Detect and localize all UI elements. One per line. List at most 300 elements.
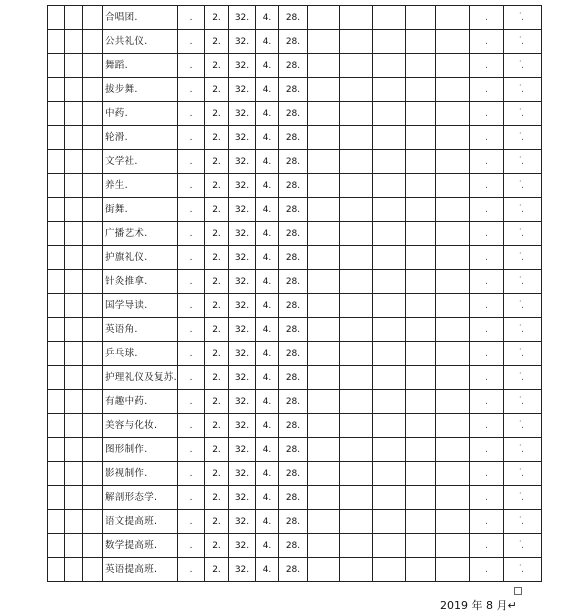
empty-cell[interactable] xyxy=(373,294,406,318)
value-cell-c4[interactable]: 4. xyxy=(256,414,279,438)
empty-cell[interactable] xyxy=(373,126,406,150)
value-cell-c3[interactable]: 32. xyxy=(229,366,256,390)
course-name-cell[interactable]: 拔步舞. xyxy=(103,78,178,102)
value-cell-c3[interactable]: 32. xyxy=(229,126,256,150)
value-cell-c3[interactable]: 32. xyxy=(229,342,256,366)
value-cell-c4[interactable]: 4. xyxy=(256,6,279,30)
value-cell-c2[interactable]: 2. xyxy=(205,198,229,222)
empty-cell[interactable] xyxy=(65,414,83,438)
trailing-mark-cell[interactable]: . xyxy=(470,510,504,534)
empty-cell[interactable] xyxy=(308,246,340,270)
empty-cell[interactable] xyxy=(65,6,83,30)
course-name-cell[interactable]: 针灸推拿. xyxy=(103,270,178,294)
value-cell-c5[interactable]: 28. xyxy=(279,30,308,54)
empty-cell[interactable] xyxy=(373,54,406,78)
value-cell-c2[interactable]: 2. xyxy=(205,462,229,486)
empty-cell[interactable] xyxy=(308,462,340,486)
empty-cell[interactable] xyxy=(83,366,103,390)
value-cell-c3[interactable]: 32. xyxy=(229,102,256,126)
value-cell-c4[interactable]: 4. xyxy=(256,318,279,342)
empty-cell[interactable] xyxy=(340,462,373,486)
empty-cell[interactable] xyxy=(406,222,436,246)
empty-cell[interactable] xyxy=(308,318,340,342)
empty-cell[interactable] xyxy=(373,102,406,126)
empty-cell[interactable] xyxy=(65,438,83,462)
value-cell-c2[interactable]: 2. xyxy=(205,366,229,390)
empty-cell[interactable] xyxy=(308,294,340,318)
trailing-mark-cell[interactable]: . xyxy=(504,366,542,390)
empty-cell[interactable] xyxy=(308,126,340,150)
empty-cell[interactable] xyxy=(406,102,436,126)
empty-cell[interactable] xyxy=(373,150,406,174)
value-cell-c4[interactable]: 4. xyxy=(256,270,279,294)
empty-cell[interactable] xyxy=(406,246,436,270)
value-cell-c2[interactable]: 2. xyxy=(205,6,229,30)
empty-cell[interactable] xyxy=(65,222,83,246)
empty-cell[interactable] xyxy=(340,558,373,582)
trailing-mark-cell[interactable]: . xyxy=(504,222,542,246)
empty-cell[interactable] xyxy=(436,6,470,30)
empty-cell[interactable] xyxy=(373,222,406,246)
empty-cell[interactable] xyxy=(65,486,83,510)
empty-cell[interactable] xyxy=(436,222,470,246)
empty-cell[interactable] xyxy=(406,198,436,222)
empty-cell[interactable] xyxy=(83,414,103,438)
empty-cell[interactable] xyxy=(48,414,65,438)
empty-cell[interactable] xyxy=(436,54,470,78)
empty-cell[interactable] xyxy=(406,438,436,462)
empty-cell[interactable] xyxy=(340,222,373,246)
empty-cell[interactable] xyxy=(83,462,103,486)
empty-cell[interactable] xyxy=(373,246,406,270)
empty-cell[interactable] xyxy=(48,438,65,462)
empty-cell[interactable] xyxy=(65,270,83,294)
value-cell-c2[interactable]: 2. xyxy=(205,414,229,438)
value-cell-c3[interactable]: 32. xyxy=(229,486,256,510)
empty-cell[interactable] xyxy=(308,102,340,126)
value-cell-c2[interactable]: 2. xyxy=(205,486,229,510)
empty-cell[interactable] xyxy=(48,510,65,534)
value-cell-c5[interactable]: 28. xyxy=(279,414,308,438)
empty-cell[interactable] xyxy=(83,126,103,150)
value-cell-c1[interactable]: . xyxy=(178,366,205,390)
empty-cell[interactable] xyxy=(65,246,83,270)
empty-cell[interactable] xyxy=(340,78,373,102)
empty-cell[interactable] xyxy=(65,198,83,222)
empty-cell[interactable] xyxy=(65,150,83,174)
empty-cell[interactable] xyxy=(48,534,65,558)
value-cell-c5[interactable]: 28. xyxy=(279,78,308,102)
trailing-mark-cell[interactable]: . xyxy=(504,102,542,126)
value-cell-c4[interactable]: 4. xyxy=(256,390,279,414)
value-cell-c2[interactable]: 2. xyxy=(205,390,229,414)
value-cell-c2[interactable]: 2. xyxy=(205,126,229,150)
empty-cell[interactable] xyxy=(340,318,373,342)
empty-cell[interactable] xyxy=(406,270,436,294)
empty-cell[interactable] xyxy=(436,390,470,414)
value-cell-c1[interactable]: . xyxy=(178,270,205,294)
empty-cell[interactable] xyxy=(436,246,470,270)
trailing-mark-cell[interactable]: . xyxy=(470,390,504,414)
empty-cell[interactable] xyxy=(308,342,340,366)
empty-cell[interactable] xyxy=(48,198,65,222)
empty-cell[interactable] xyxy=(406,150,436,174)
trailing-mark-cell[interactable]: . xyxy=(470,534,504,558)
value-cell-c2[interactable]: 2. xyxy=(205,558,229,582)
trailing-mark-cell[interactable]: . xyxy=(504,534,542,558)
value-cell-c4[interactable]: 4. xyxy=(256,174,279,198)
value-cell-c3[interactable]: 32. xyxy=(229,270,256,294)
trailing-mark-cell[interactable]: . xyxy=(504,414,542,438)
empty-cell[interactable] xyxy=(436,318,470,342)
value-cell-c2[interactable]: 2. xyxy=(205,30,229,54)
empty-cell[interactable] xyxy=(373,198,406,222)
trailing-mark-cell[interactable]: . xyxy=(504,294,542,318)
empty-cell[interactable] xyxy=(65,366,83,390)
trailing-mark-cell[interactable]: . xyxy=(504,558,542,582)
value-cell-c2[interactable]: 2. xyxy=(205,246,229,270)
value-cell-c2[interactable]: 2. xyxy=(205,294,229,318)
trailing-mark-cell[interactable]: . xyxy=(504,150,542,174)
trailing-mark-cell[interactable]: . xyxy=(470,294,504,318)
empty-cell[interactable] xyxy=(340,174,373,198)
empty-cell[interactable] xyxy=(373,342,406,366)
empty-cell[interactable] xyxy=(340,198,373,222)
empty-cell[interactable] xyxy=(436,102,470,126)
empty-cell[interactable] xyxy=(83,78,103,102)
value-cell-c5[interactable]: 28. xyxy=(279,558,308,582)
empty-cell[interactable] xyxy=(373,414,406,438)
empty-cell[interactable] xyxy=(48,390,65,414)
empty-cell[interactable] xyxy=(406,294,436,318)
empty-cell[interactable] xyxy=(406,126,436,150)
empty-cell[interactable] xyxy=(308,270,340,294)
empty-cell[interactable] xyxy=(65,126,83,150)
trailing-mark-cell[interactable]: . xyxy=(470,150,504,174)
value-cell-c4[interactable]: 4. xyxy=(256,558,279,582)
value-cell-c3[interactable]: 32. xyxy=(229,558,256,582)
course-name-cell[interactable]: 护旗礼仪. xyxy=(103,246,178,270)
empty-cell[interactable] xyxy=(436,342,470,366)
empty-cell[interactable] xyxy=(340,390,373,414)
course-name-cell[interactable]: 影视制作. xyxy=(103,462,178,486)
course-name-cell[interactable]: 解剖形态学. xyxy=(103,486,178,510)
empty-cell[interactable] xyxy=(65,462,83,486)
empty-cell[interactable] xyxy=(83,198,103,222)
empty-cell[interactable] xyxy=(436,462,470,486)
value-cell-c2[interactable]: 2. xyxy=(205,534,229,558)
trailing-mark-cell[interactable]: . xyxy=(470,318,504,342)
empty-cell[interactable] xyxy=(48,366,65,390)
course-name-cell[interactable]: 文学社. xyxy=(103,150,178,174)
trailing-mark-cell[interactable]: . xyxy=(470,198,504,222)
value-cell-c4[interactable]: 4. xyxy=(256,510,279,534)
value-cell-c3[interactable]: 32. xyxy=(229,414,256,438)
empty-cell[interactable] xyxy=(436,534,470,558)
empty-cell[interactable] xyxy=(436,438,470,462)
empty-cell[interactable] xyxy=(340,342,373,366)
trailing-mark-cell[interactable]: . xyxy=(470,366,504,390)
empty-cell[interactable] xyxy=(83,6,103,30)
trailing-mark-cell[interactable]: . xyxy=(504,318,542,342)
empty-cell[interactable] xyxy=(406,78,436,102)
empty-cell[interactable] xyxy=(406,558,436,582)
empty-cell[interactable] xyxy=(65,30,83,54)
empty-cell[interactable] xyxy=(340,54,373,78)
value-cell-c2[interactable]: 2. xyxy=(205,174,229,198)
empty-cell[interactable] xyxy=(65,78,83,102)
empty-cell[interactable] xyxy=(373,390,406,414)
empty-cell[interactable] xyxy=(373,366,406,390)
value-cell-c3[interactable]: 32. xyxy=(229,174,256,198)
empty-cell[interactable] xyxy=(48,6,65,30)
value-cell-c2[interactable]: 2. xyxy=(205,318,229,342)
empty-cell[interactable] xyxy=(83,438,103,462)
value-cell-c5[interactable]: 28. xyxy=(279,294,308,318)
empty-cell[interactable] xyxy=(308,438,340,462)
course-name-cell[interactable]: 中药. xyxy=(103,102,178,126)
value-cell-c1[interactable]: . xyxy=(178,198,205,222)
empty-cell[interactable] xyxy=(65,534,83,558)
value-cell-c1[interactable]: . xyxy=(178,462,205,486)
empty-cell[interactable] xyxy=(83,318,103,342)
trailing-mark-cell[interactable]: . xyxy=(504,126,542,150)
empty-cell[interactable] xyxy=(308,366,340,390)
course-name-cell[interactable]: 语文提高班. xyxy=(103,510,178,534)
value-cell-c4[interactable]: 4. xyxy=(256,366,279,390)
empty-cell[interactable] xyxy=(308,6,340,30)
empty-cell[interactable] xyxy=(48,246,65,270)
value-cell-c1[interactable]: . xyxy=(178,438,205,462)
value-cell-c2[interactable]: 2. xyxy=(205,102,229,126)
trailing-mark-cell[interactable]: . xyxy=(470,6,504,30)
empty-cell[interactable] xyxy=(65,342,83,366)
course-name-cell[interactable]: 公共礼仪. xyxy=(103,30,178,54)
value-cell-c3[interactable]: 32. xyxy=(229,246,256,270)
empty-cell[interactable] xyxy=(340,534,373,558)
empty-cell[interactable] xyxy=(406,366,436,390)
empty-cell[interactable] xyxy=(406,54,436,78)
empty-cell[interactable] xyxy=(48,30,65,54)
empty-cell[interactable] xyxy=(373,462,406,486)
empty-cell[interactable] xyxy=(373,558,406,582)
trailing-mark-cell[interactable]: . xyxy=(504,6,542,30)
trailing-mark-cell[interactable]: . xyxy=(504,462,542,486)
trailing-mark-cell[interactable]: . xyxy=(470,222,504,246)
value-cell-c1[interactable]: . xyxy=(178,510,205,534)
empty-cell[interactable] xyxy=(340,126,373,150)
empty-cell[interactable] xyxy=(436,198,470,222)
empty-cell[interactable] xyxy=(83,558,103,582)
empty-cell[interactable] xyxy=(83,174,103,198)
empty-cell[interactable] xyxy=(48,78,65,102)
value-cell-c1[interactable]: . xyxy=(178,126,205,150)
trailing-mark-cell[interactable]: . xyxy=(504,486,542,510)
empty-cell[interactable] xyxy=(340,6,373,30)
trailing-mark-cell[interactable]: . xyxy=(470,438,504,462)
empty-cell[interactable] xyxy=(65,318,83,342)
empty-cell[interactable] xyxy=(83,510,103,534)
trailing-mark-cell[interactable]: . xyxy=(504,198,542,222)
value-cell-c3[interactable]: 32. xyxy=(229,222,256,246)
empty-cell[interactable] xyxy=(340,438,373,462)
value-cell-c4[interactable]: 4. xyxy=(256,246,279,270)
value-cell-c3[interactable]: 32. xyxy=(229,6,256,30)
empty-cell[interactable] xyxy=(436,294,470,318)
value-cell-c3[interactable]: 32. xyxy=(229,54,256,78)
value-cell-c4[interactable]: 4. xyxy=(256,438,279,462)
course-name-cell[interactable]: 舞蹈. xyxy=(103,54,178,78)
empty-cell[interactable] xyxy=(436,270,470,294)
empty-cell[interactable] xyxy=(340,486,373,510)
empty-cell[interactable] xyxy=(373,6,406,30)
trailing-mark-cell[interactable]: . xyxy=(470,54,504,78)
value-cell-c4[interactable]: 4. xyxy=(256,342,279,366)
course-name-cell[interactable]: 英语提高班. xyxy=(103,558,178,582)
value-cell-c5[interactable]: 28. xyxy=(279,54,308,78)
empty-cell[interactable] xyxy=(340,414,373,438)
value-cell-c4[interactable]: 4. xyxy=(256,30,279,54)
empty-cell[interactable] xyxy=(373,78,406,102)
trailing-mark-cell[interactable]: . xyxy=(504,246,542,270)
empty-cell[interactable] xyxy=(83,30,103,54)
course-name-cell[interactable]: 数学提高班. xyxy=(103,534,178,558)
empty-cell[interactable] xyxy=(436,414,470,438)
empty-cell[interactable] xyxy=(65,294,83,318)
empty-cell[interactable] xyxy=(373,30,406,54)
value-cell-c2[interactable]: 2. xyxy=(205,342,229,366)
empty-cell[interactable] xyxy=(373,270,406,294)
value-cell-c1[interactable]: . xyxy=(178,558,205,582)
value-cell-c1[interactable]: . xyxy=(178,222,205,246)
empty-cell[interactable] xyxy=(436,558,470,582)
value-cell-c1[interactable]: . xyxy=(178,390,205,414)
empty-cell[interactable] xyxy=(48,558,65,582)
value-cell-c1[interactable]: . xyxy=(178,486,205,510)
value-cell-c5[interactable]: 28. xyxy=(279,534,308,558)
empty-cell[interactable] xyxy=(340,510,373,534)
empty-cell[interactable] xyxy=(48,318,65,342)
trailing-mark-cell[interactable]: . xyxy=(470,246,504,270)
value-cell-c4[interactable]: 4. xyxy=(256,222,279,246)
trailing-mark-cell[interactable]: . xyxy=(470,342,504,366)
empty-cell[interactable] xyxy=(83,150,103,174)
empty-cell[interactable] xyxy=(436,126,470,150)
course-name-cell[interactable]: 英语角. xyxy=(103,318,178,342)
trailing-mark-cell[interactable]: . xyxy=(504,54,542,78)
empty-cell[interactable] xyxy=(308,558,340,582)
value-cell-c2[interactable]: 2. xyxy=(205,270,229,294)
value-cell-c5[interactable]: 28. xyxy=(279,342,308,366)
empty-cell[interactable] xyxy=(48,270,65,294)
empty-cell[interactable] xyxy=(406,510,436,534)
value-cell-c4[interactable]: 4. xyxy=(256,462,279,486)
trailing-mark-cell[interactable]: . xyxy=(470,486,504,510)
empty-cell[interactable] xyxy=(406,462,436,486)
value-cell-c5[interactable]: 28. xyxy=(279,366,308,390)
value-cell-c5[interactable]: 28. xyxy=(279,150,308,174)
value-cell-c2[interactable]: 2. xyxy=(205,78,229,102)
value-cell-c3[interactable]: 32. xyxy=(229,390,256,414)
value-cell-c2[interactable]: 2. xyxy=(205,438,229,462)
value-cell-c4[interactable]: 4. xyxy=(256,78,279,102)
value-cell-c3[interactable]: 32. xyxy=(229,318,256,342)
value-cell-c5[interactable]: 28. xyxy=(279,390,308,414)
value-cell-c1[interactable]: . xyxy=(178,6,205,30)
table-resize-handle[interactable] xyxy=(514,587,522,595)
empty-cell[interactable] xyxy=(65,54,83,78)
empty-cell[interactable] xyxy=(83,342,103,366)
trailing-mark-cell[interactable]: . xyxy=(470,270,504,294)
empty-cell[interactable] xyxy=(340,246,373,270)
value-cell-c5[interactable]: 28. xyxy=(279,486,308,510)
empty-cell[interactable] xyxy=(373,486,406,510)
empty-cell[interactable] xyxy=(48,342,65,366)
empty-cell[interactable] xyxy=(436,78,470,102)
empty-cell[interactable] xyxy=(406,414,436,438)
value-cell-c5[interactable]: 28. xyxy=(279,126,308,150)
empty-cell[interactable] xyxy=(308,78,340,102)
value-cell-c3[interactable]: 32. xyxy=(229,294,256,318)
course-name-cell[interactable]: 有趣中药. xyxy=(103,390,178,414)
empty-cell[interactable] xyxy=(340,270,373,294)
empty-cell[interactable] xyxy=(308,174,340,198)
trailing-mark-cell[interactable]: . xyxy=(504,174,542,198)
empty-cell[interactable] xyxy=(83,102,103,126)
empty-cell[interactable] xyxy=(340,366,373,390)
value-cell-c3[interactable]: 32. xyxy=(229,30,256,54)
value-cell-c3[interactable]: 32. xyxy=(229,534,256,558)
empty-cell[interactable] xyxy=(65,174,83,198)
value-cell-c5[interactable]: 28. xyxy=(279,438,308,462)
empty-cell[interactable] xyxy=(340,294,373,318)
value-cell-c5[interactable]: 28. xyxy=(279,222,308,246)
value-cell-c4[interactable]: 4. xyxy=(256,150,279,174)
course-name-cell[interactable]: 广播艺术. xyxy=(103,222,178,246)
course-name-cell[interactable]: 乒乓球. xyxy=(103,342,178,366)
value-cell-c2[interactable]: 2. xyxy=(205,510,229,534)
empty-cell[interactable] xyxy=(406,390,436,414)
course-name-cell[interactable]: 轮滑. xyxy=(103,126,178,150)
trailing-mark-cell[interactable]: . xyxy=(504,342,542,366)
empty-cell[interactable] xyxy=(373,174,406,198)
trailing-mark-cell[interactable]: . xyxy=(504,30,542,54)
value-cell-c1[interactable]: . xyxy=(178,102,205,126)
trailing-mark-cell[interactable]: . xyxy=(504,390,542,414)
empty-cell[interactable] xyxy=(308,54,340,78)
empty-cell[interactable] xyxy=(340,30,373,54)
value-cell-c5[interactable]: 28. xyxy=(279,246,308,270)
value-cell-c1[interactable]: . xyxy=(178,294,205,318)
value-cell-c1[interactable]: . xyxy=(178,174,205,198)
empty-cell[interactable] xyxy=(65,510,83,534)
empty-cell[interactable] xyxy=(406,486,436,510)
course-name-cell[interactable]: 国学导读. xyxy=(103,294,178,318)
value-cell-c1[interactable]: . xyxy=(178,78,205,102)
value-cell-c3[interactable]: 32. xyxy=(229,510,256,534)
empty-cell[interactable] xyxy=(340,102,373,126)
value-cell-c5[interactable]: 28. xyxy=(279,462,308,486)
value-cell-c3[interactable]: 32. xyxy=(229,438,256,462)
value-cell-c5[interactable]: 28. xyxy=(279,6,308,30)
value-cell-c3[interactable]: 32. xyxy=(229,150,256,174)
value-cell-c2[interactable]: 2. xyxy=(205,222,229,246)
trailing-mark-cell[interactable]: . xyxy=(504,510,542,534)
empty-cell[interactable] xyxy=(308,198,340,222)
empty-cell[interactable] xyxy=(48,150,65,174)
trailing-mark-cell[interactable]: . xyxy=(470,174,504,198)
value-cell-c1[interactable]: . xyxy=(178,414,205,438)
